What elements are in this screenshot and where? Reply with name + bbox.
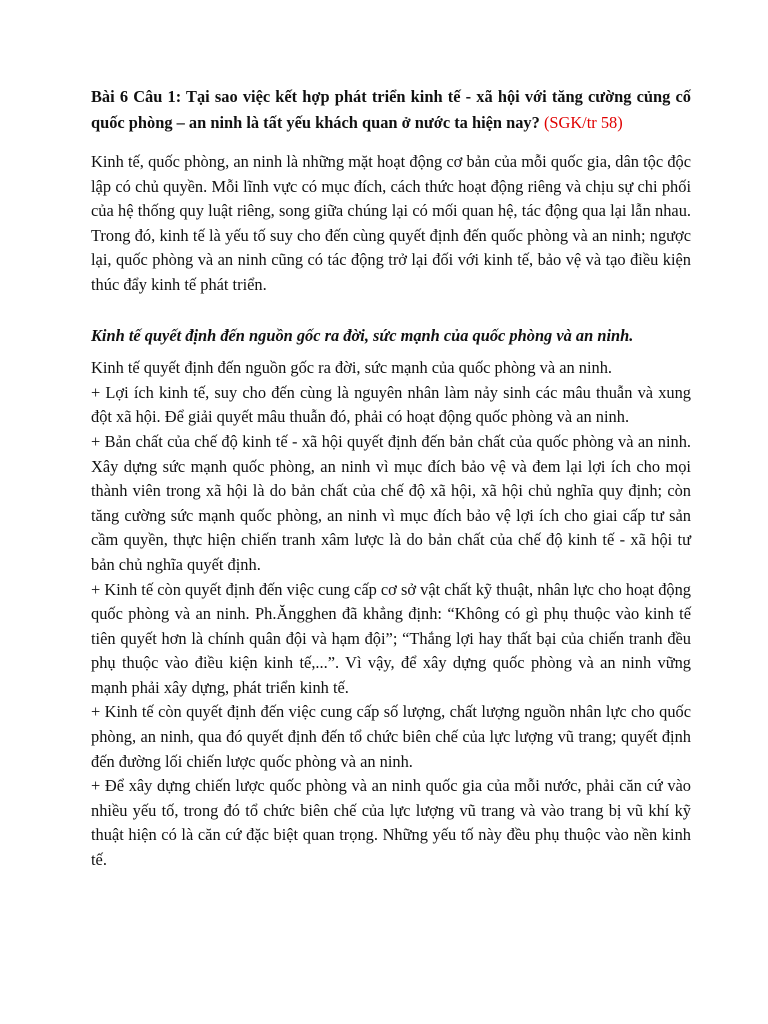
point-material-basis: + Kinh tế còn quyết định đến việc cung cấp cơ sở vật chất kỹ thuật, nhân lực cho hoạt động quốc phòng và an ninh. Ph.Ăngghen đã khẳng định: “Không có gì phụ thuộc vào kinh tế tiên quyết hơn là chính quân đội và hạm đội”; “Thắng lợi hay thất bại của chiến tranh đều phụ thuộc vào điều kiện kinh tế,...”. Vì vậy, để xây dựng quốc phòng và an ninh vững mạnh phải xây dựng, phát triển kinh tế. <box>91 579 691 697</box>
point-human-resources: + Kinh tế còn quyết định đến việc cung cấp số lượng, chất lượng nguồn nhân lực cho quốc phòng, an ninh, qua đó quyết định đến tổ chức biên chế của lực lượng vũ trang; quyết định đến đường lối chiến lược quốc phòng và an ninh. <box>91 702 691 771</box>
document-page <box>91 84 691 873</box>
intro-paragraph: Kinh tế, quốc phòng, an ninh là những mặt hoạt động cơ bản của mỗi quốc gia, dân tộc độc lập có chủ quyền. Mỗi lĩnh vực có mục đích, cách thức hoạt động riêng và chịu sự chi phối của hệ thống quy luật riêng, song giữa chúng lại có mối quan hệ, tác động qua lại lẫn nhau. Trong đó, kinh tế là yếu tố suy cho đến cùng quyết định đến quốc phòng và an ninh; ngược lại, quốc phòng và an ninh cũng có tác động trở lại đối với kinh tế, bảo vệ và tạo điều kiện thúc đẩy kinh tế phát triển. <box>91 152 691 294</box>
point-economic-interest: + Lợi ích kinh tế, suy cho đến cùng là nguyên nhân làm nảy sinh các mâu thuẫn và xung đột xã hội. Để giải quyết mâu thuẫn đó, phải có hoạt động quốc phòng và an ninh. <box>91 382 691 427</box>
section-heading: Kinh tế quyết định đến nguồn gốc ra đời, sức mạnh của quốc phòng và an ninh. <box>91 325 634 345</box>
question-title <box>91 84 691 136</box>
textbook-reference: (SGK/tr 58) <box>543 113 623 132</box>
point-socioeconomic-nature: + Bản chất của chế độ kinh tế - xã hội quyết định đến bản chất của quốc phòng và an ninh. Xây dựng sức mạnh quốc phòng, an ninh vì mục đích bảo vệ và đem lại lợi ích cho mọi thành viên trong xã hội là do bản chất của chế độ xã hội, xã hội chủ nghĩa quy định; còn tăng cường sức mạnh quốc phòng, an ninh vì mục đích bảo vệ lợi ích cho giai cấp tư sản cầm quyền, thực hiện chiến tranh xâm lược là do bản chất của chế độ kinh tế - xã hội tư bản chủ nghĩa quyết định. <box>91 431 691 574</box>
question-text: Bài 6 Câu 1: Tại sao việc kết hợp phát triển kinh tế - xã hội với tăng cường củng cố quốc phòng – an ninh là tất yếu khách quan ở nước ta hiện nay? <box>91 87 691 132</box>
point-defense-strategy: + Để xây dựng chiến lược quốc phòng và an ninh quốc gia của mỗi nước, phải căn cứ vào nhiều yếu tố, trong đó tổ chức biên chế của lực lượng vũ trang và vào trang bị vũ khí kỹ thuật hiện có là căn cứ đặc biệt quan trọng. Những yếu tố này đều phụ thuộc vào nền kinh tế. <box>91 776 691 870</box>
section-lead: Kinh tế quyết định đến nguồn gốc ra đời, sức mạnh của quốc phòng và an ninh. <box>91 358 612 378</box>
